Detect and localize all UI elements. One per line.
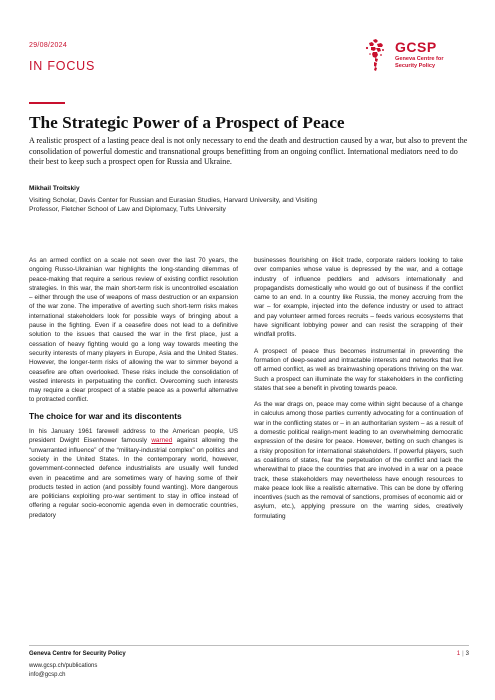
left-column <box>29 256 238 527</box>
author-affiliation: Visiting Scholar, Davis Center for Russian and Eurasian Studies, Harvard University, and Visiting Professor, Fletcher School of Law and Diplomacy, Tufts University <box>29 197 318 214</box>
paragraph <box>29 427 238 520</box>
world-map-icon <box>359 38 391 72</box>
accent-rule <box>29 102 65 104</box>
footer-org: Geneva Centre for Security Policy <box>29 651 126 657</box>
logo-subtitle <box>395 56 444 70</box>
logo-subtitle-line1: Geneva Centre for <box>395 56 444 62</box>
warned-link[interactable]: warned <box>151 437 173 445</box>
paragraph: As an armed conflict on a scale not seen over the last 70 years, the ongoing Russo-Ukrainian war highlights the long-standing dilemmas of peace-making that require a serious review of existing conflict resolution strategies. In this war, the main short-term risk is uncontrolled escalation – either through the use of weapons of mass destruction or an expansion of the war zone. The imperative of averting such short-term risks makes international stakeholders look for possible ways of bringing about a pause in the fighting. Even if a ceasefire does not lead to a definitive solution to the issues that caused the war in the first place, just a cessation of heavy fighting would go a long way towards meeting the security interests of many players in Europe, Asia and the United States. However, the longer-term risks of allowing the war to simmer beyond a ceasefire are often overlooked. These risks include the consolidation of vested interests in perpetuating the conflict. Overcoming such interests may require a clear prospect of a stable peace as a powerful alternative to protracted conflict. <box>29 257 238 404</box>
page-number <box>441 651 469 657</box>
logo-name: GCSP <box>395 39 437 55</box>
footer-divider <box>29 645 469 646</box>
paragraph-text: In his January 1961 farewell address to the American people, US president Dwight Eisenhower famously <box>29 428 238 445</box>
logo-subtitle-line2: Security Policy <box>395 63 436 69</box>
article-lead: A realistic prospect of a lasting peace deal is not only necessary to end the death and destruction caused by a war, but also to prevent the consolidation of powerful domestic and transnational groups benefitting from an ongoing conflict. International mediators need to do their best to keep such a prospect open for Russia and Ukraine. <box>29 136 468 166</box>
section-heading: The choice for war and its discontents <box>29 410 182 421</box>
paragraph: As the war drags on, peace may come within sight because of a change in calculus among those parties currently advocating for a continuation of war in the conflicting states or – in an authoritarian system – as a result of a domestic political realign-ment leading to an overwhelming democratic expression of the desire for peace. However, betting on such changes is a risky proposition for international stakeholders. If powerful players, such as coalitions of states, fear the perpetuation of the conflict and lack the wherewithal to place the countries that are involved in a war on a peace track, these stakeholders may nevertheless have enough resources to make peace look like a realistic alternative. This can be done by offering incentives (such as the removal of sanctions, promises of economic aid or asylum, etc.), applying pressure on the warring sides, creatively formulating <box>254 401 463 520</box>
gcsp-logo[interactable] <box>359 38 471 74</box>
right-column <box>254 256 463 528</box>
paragraph: businesses flourishing on illicit trade, corporate raiders looking to take over companies whose value is depressed by the war, and a cottage industry of influence peddlers and advisors internationally and propagandists domestically who would go out of business if the conflict came to an end. In a country like Russia, the money accruing from the war – for example, injected into the defence industry or used to attract and pay volunteer armed forces recruits – feeds various ecosystems that have significant lobbying power and can resist the scrapping of their windfall profits. <box>254 257 463 339</box>
footer-email-link[interactable]: info@gcsp.ch <box>29 672 66 678</box>
page-current: 1 <box>456 651 461 657</box>
author-name: Mikhail Troitskiy <box>29 185 80 192</box>
date: 29/08/2024 <box>29 42 68 49</box>
article-title: The Strategic Power of a Prospect of Peace <box>29 113 345 132</box>
paragraph-text: against allowing the “unwarranted influence” of the “military-industrial complex” on politics and society in the United States. In the contemporary world, however, government-connected defence industrialists are usually well funded even in peacetime and are sometimes wary of having some of their products tested in action (and possibly found wanting). More dangerous are politicians exploiting pro-war sentiment to stay in office instead of offering a regular socio-economic agenda even in democratic countries, predatory <box>29 437 239 519</box>
section-label: IN FOCUS <box>29 59 96 73</box>
page-total: 3 <box>465 651 469 657</box>
paragraph: A prospect of peace thus becomes instrumental in preventing the formation of deep-seated and intractable interests and networks that live off armed conflict, as well as brainwashing operations thriving on the war. Such a prospect can illuminate the way for stakeholders in the conflicting states that see a benefit in pivoting towards peace. <box>254 347 463 392</box>
page-separator: | <box>462 651 464 657</box>
footer-website-link[interactable]: www.gcsp.ch/publications <box>29 663 98 669</box>
